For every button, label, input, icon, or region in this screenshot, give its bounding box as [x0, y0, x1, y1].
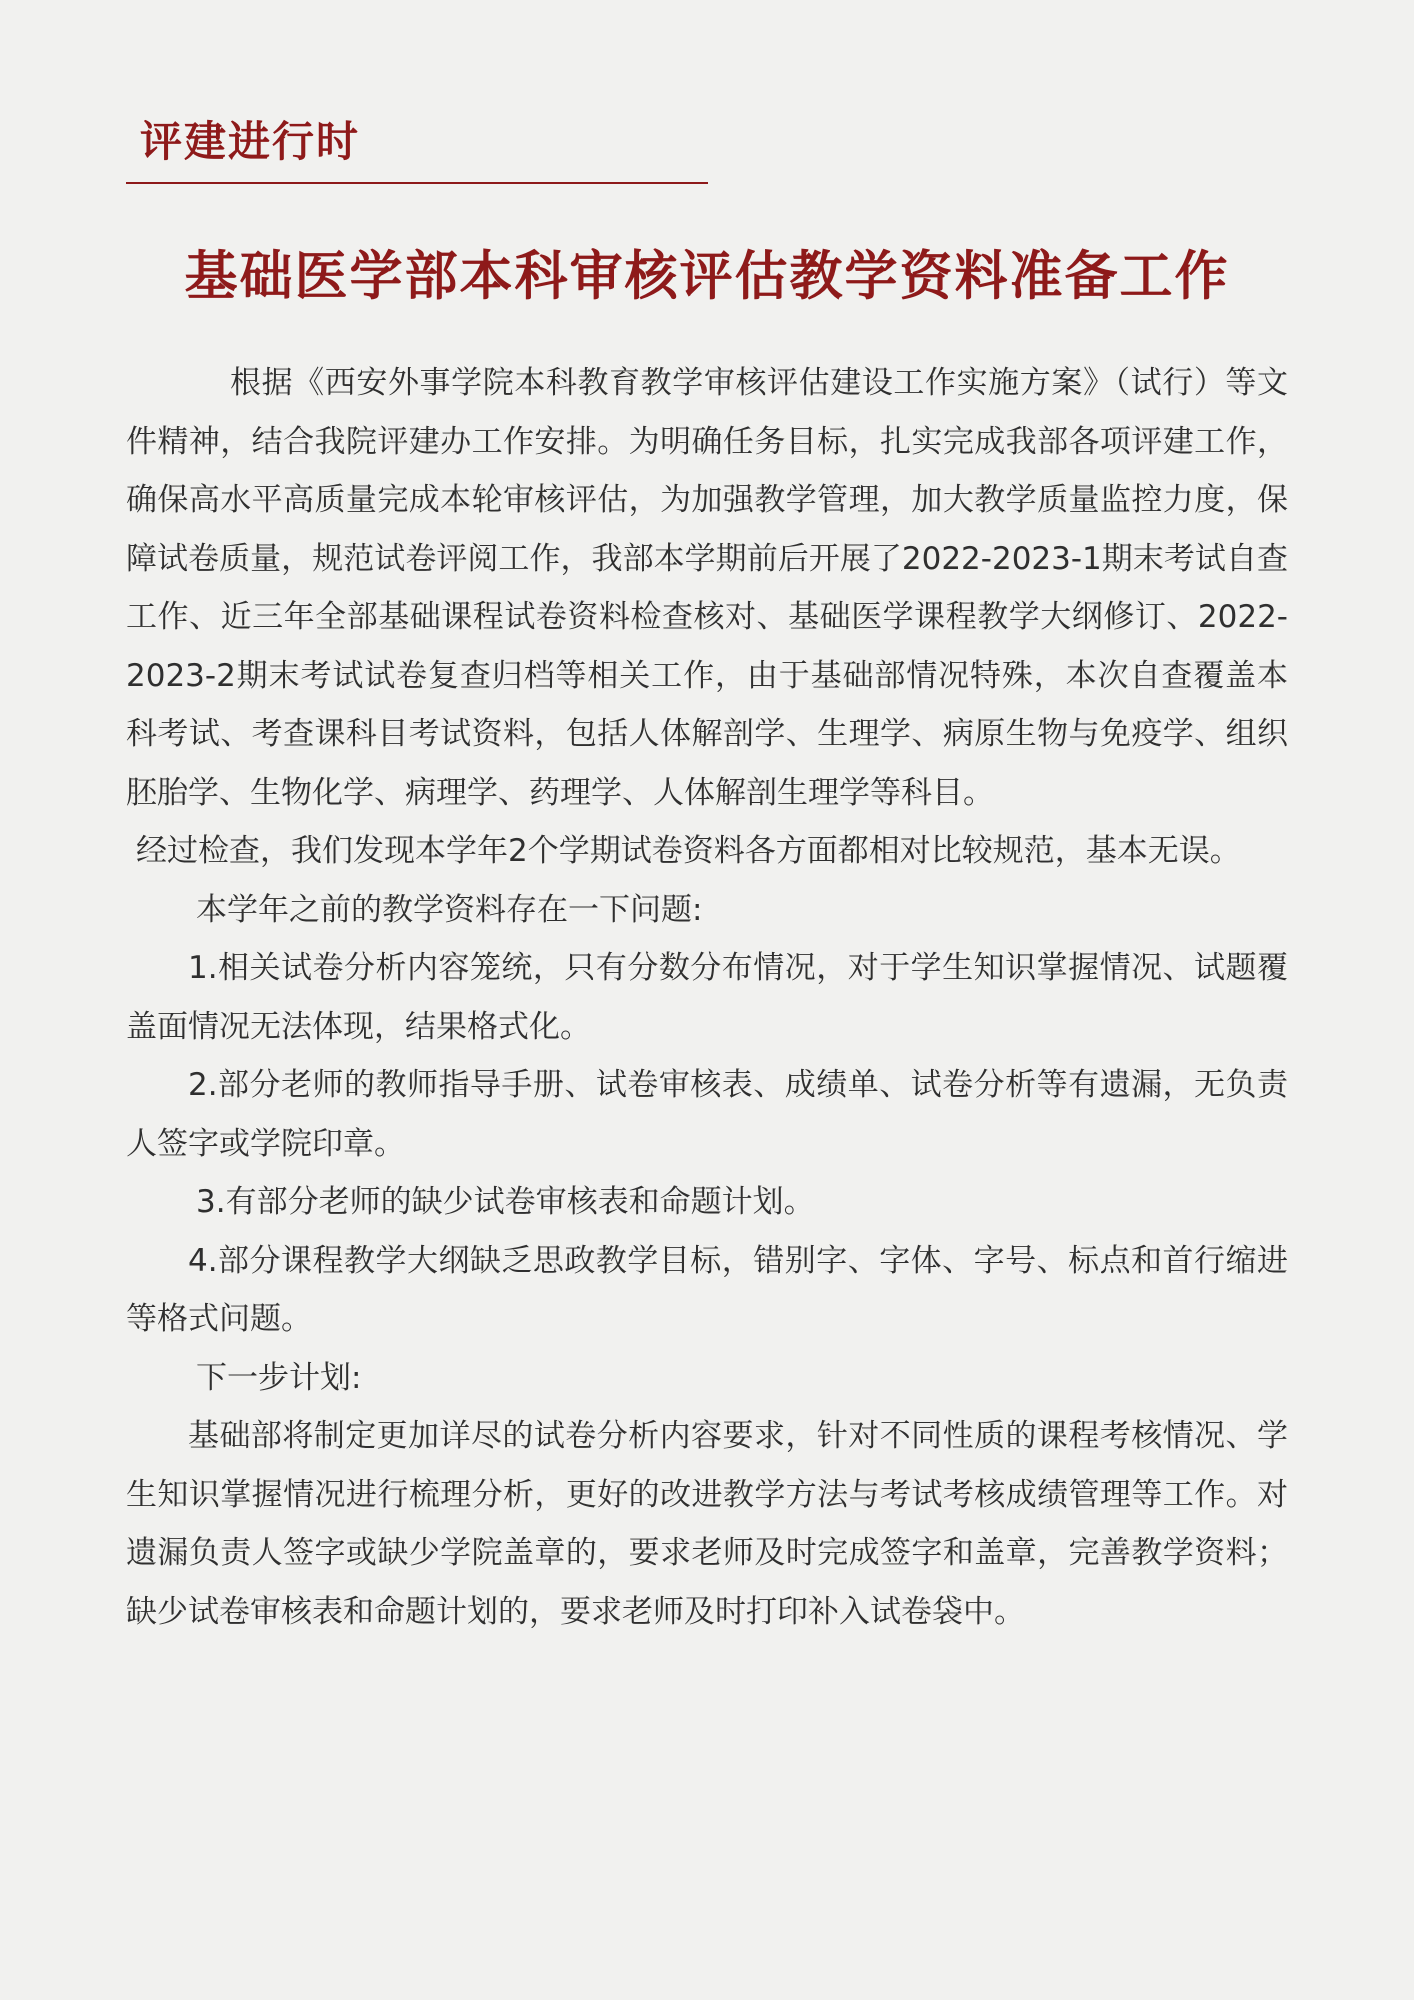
article-body [126, 354, 1288, 1641]
paragraph-issue-4: 4.部分课程教学大纲缺乏思政教学目标，错别字、字体、字号、标点和首行缩进等格式问题。 [126, 1242, 1288, 1337]
header-divider [126, 182, 708, 184]
document-title: 基础医学部本科审核评估教学资料准备工作 [184, 245, 1230, 307]
paragraph-intro: 根据《西安外事学院本科教育教学审核评估建设工作实施方案》（试行）等文件精神，结合我院评建办工作安排。为明确任务目标，扎实完成我部各项评建工作，确保高水平高质量完成本轮审核评估，为加强教学管理，加大教学质量监控力度，保障试卷质量，规范试卷评阅工作，我部本学期前后开展了2022-2023-1期末考试自查工作、近三年全部基础课程试卷资料检查核对、基础医学课程教学大纲修订、2022-2023-2期末考试试卷复查归档等相关工作，由于基础部情况特殊，本次自查覆盖本科考试、考查课科目考试资料，包括人体解剖学、生理学、病原生物与免疫学、组织胚胎学、生物化学、病理学、药理学、人体解剖生理学等科目。 [126, 365, 1288, 811]
paragraph-plan: 基础部将制定更加详尽的试卷分析内容要求，针对不同性质的课程考核情况、学生知识掌握情况进行梳理分析，更好的改进教学方法与考试考核成绩管理等工作。对遗漏负责人签字或缺少学院盖章的，要求老师及时完成签字和盖章，完善教学资料；缺少试卷审核表和命题计划的，要求老师及时打印补入试卷袋中。 [126, 1418, 1288, 1630]
paragraph-plan-heading: 下一步计划: [196, 1359, 362, 1396]
section-header: 评建进行时 [140, 117, 361, 166]
paragraph-issue-1: 1.相关试卷分析内容笼统，只有分数分布情况，对于学生知识掌握情况、试题覆盖面情况无法体现，结果格式化。 [126, 950, 1288, 1045]
paragraph-issues-heading: 本学年之前的教学资料存在一下问题: [196, 891, 703, 928]
paragraph-issue-2: 2.部分老师的教师指导手册、试卷审核表、成绩单、试卷分析等有遗漏，无负责人签字或学院印章。 [126, 1067, 1288, 1162]
paragraph-findings: 经过检查，我们发现本学年2个学期试卷资料各方面都相对比较规范，基本无误。 [136, 833, 1241, 869]
paragraph-issue-3: 3.有部分老师的缺少试卷审核表和命题计划。 [196, 1184, 815, 1220]
